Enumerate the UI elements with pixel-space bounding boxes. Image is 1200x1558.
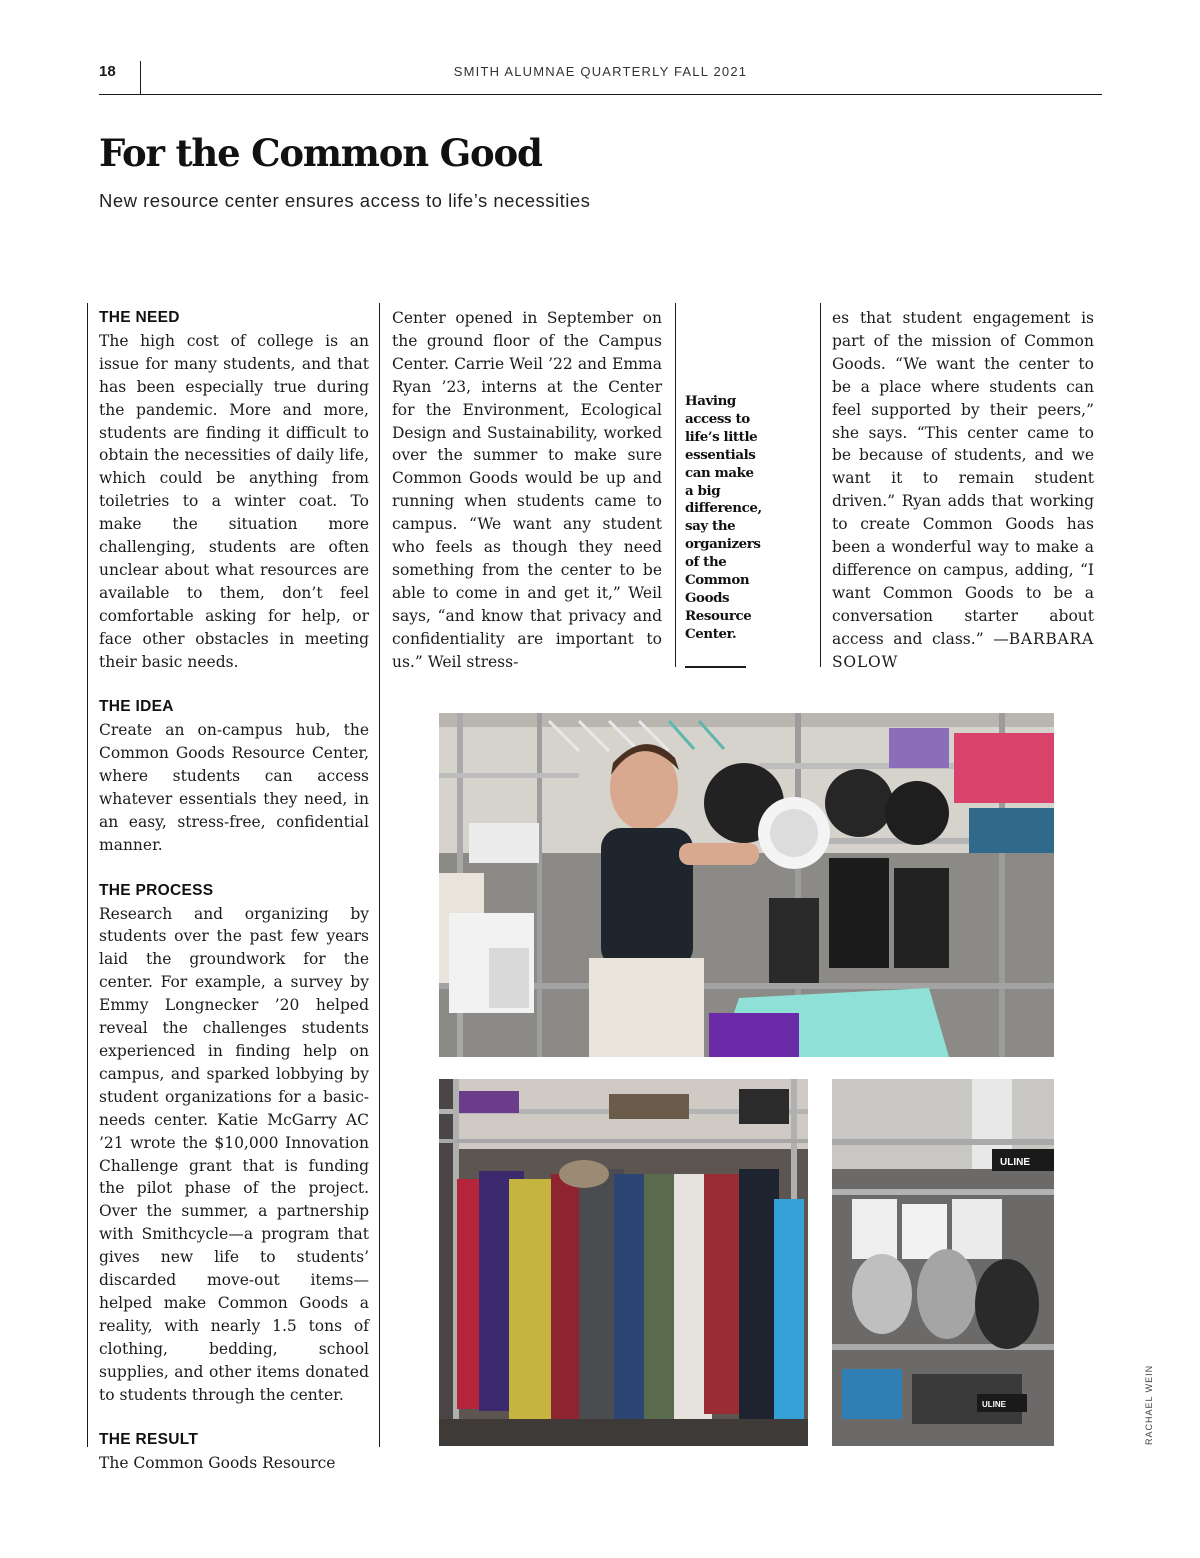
article-title: For the Common Good xyxy=(99,131,542,175)
pull-quote: Having access to life’s little essentials can make a big difference, say the organizers of the Common Goods Resource Center. xyxy=(685,393,762,642)
column-rule-1 xyxy=(87,303,88,1447)
section-head-result: THE RESULT xyxy=(99,1431,199,1449)
article-subtitle: New resource center ensures access to life’s necessities xyxy=(99,190,591,211)
section-text-result-end xyxy=(832,307,1094,674)
page-header xyxy=(99,55,1102,95)
result-text-end: es that student engagement is part of the mission of Common Goods. “We want the center to be a place where students can feel supported by their peers,” she says. “This center came to be because of students, and we want it to remain student driven.” Ryan adds that working to create Common Goods has been a wonderful way to make a difference on campus, adding, “I want Common Goods to be a conversation starter about access and class.” — xyxy=(832,309,1094,648)
section-head-need: THE NEED xyxy=(99,309,180,326)
shelf-label-2: ULINE xyxy=(982,1400,1006,1409)
section-text-result-start: The Common Goods Resource xyxy=(99,1454,336,1473)
column-rule-3 xyxy=(675,303,676,667)
section-head-idea: THE IDEA xyxy=(99,698,174,716)
section-head-process: THE PROCESS xyxy=(99,881,214,899)
section-text-result-cont: Center opened in September on the ground floor of the Campus Center. Carrie Weil ’22 and Emma Ryan ’23, interns at the Center for the Environment, Ecological Design and Sustainability, worked over the summer to make sure Common Goods would be up and running when students came to campus. “We want any student who feels as though they need something from the center to be able to come in and get it,” Weil says, “and know that privacy and confidentiality are important to us.” Weil stress- xyxy=(392,309,662,671)
page-number: 18 xyxy=(99,63,116,80)
pull-quote-rule xyxy=(685,666,746,668)
section-text-need: The high cost of college is an issue for many students, and that has been especially true during the pandemic. More and more, students are finding it difficult to obtain the necessities of daily life, which could be anything from toiletries to a winter coat. To make the situation more challenging, students are often unclear about what resources are available to them, don’t feel comfortable asking for help, or face other obstacles in meeting their basic needs. xyxy=(99,331,369,671)
text-column-2 xyxy=(392,307,662,674)
column-rule-4 xyxy=(820,303,821,667)
byline: BARBARA SOLOW xyxy=(832,629,1094,671)
shelf-label-1: ULINE xyxy=(1000,1157,1030,1168)
section-text-process: Research and organizing by students over the past few years laid the groundwork for the center. For example, a survey by Emmy Longnecker ’20 helped reveal the challenges students experienced in finding help on campus, and sparked lobbying by student organizations for a basic-needs center. Katie McGarry AC ’21 wrote the $10,000 Innovation Challenge grant that is funding the pilot phase of the project. Over the summer, a partnership with Smithcycle—a program that gives new life to students’ discarded move-out items—helped make Common Goods a reality, with nearly 1.5 tons of clothing, bedding, school supplies, and other items donated to students through the center. xyxy=(99,904,369,1404)
photo-coat-rack xyxy=(439,1079,808,1446)
text-column-1 xyxy=(99,307,369,1475)
running-head: SMITH ALUMNAE QUARTERLY FALL 2021 xyxy=(453,64,748,79)
photo-kettle-shelf xyxy=(832,1079,1054,1446)
column-rule-2 xyxy=(379,303,380,1447)
photo-student-with-fans xyxy=(439,713,1054,1057)
text-column-3 xyxy=(832,307,1094,674)
photo-credit: RACHAEL WEIN xyxy=(1144,1364,1154,1445)
section-text-idea: Create an on-campus hub, the Common Goods Resource Center, where students can access whatever essentials they need, in an easy, stress-free, confidential manner. xyxy=(99,721,369,854)
